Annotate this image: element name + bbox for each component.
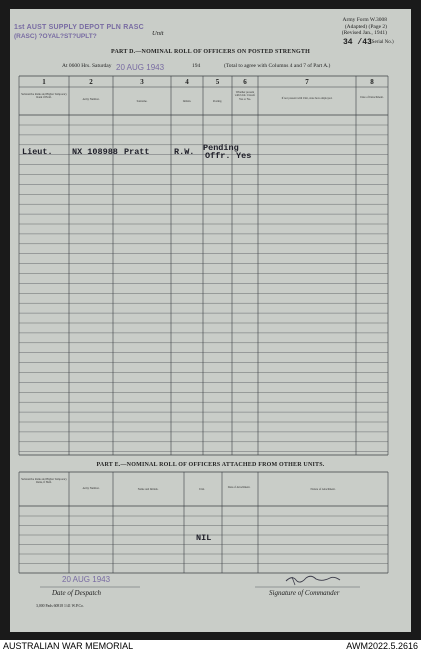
at-line-194: 194 xyxy=(192,63,201,69)
at-line-prefix: At 0600 Hrs. Saturday xyxy=(62,63,112,69)
part-e-nil-entry: NIL xyxy=(196,533,212,543)
form-ref-line2: (Adapted) (Page 2) xyxy=(344,23,387,30)
col-number-3: 3 xyxy=(140,78,144,86)
part-e-header-unit: Unit. xyxy=(199,488,205,491)
despatch-label: Date of Despatch xyxy=(52,589,101,597)
form-ref-line3: (Revised Jan., 1941) xyxy=(341,30,387,37)
footer-institution: AUSTRALIAN WAR MEMORIAL xyxy=(3,641,134,651)
entry-posting-line1: Pending xyxy=(203,143,239,153)
part-e-header-name: Name and Initials. xyxy=(137,488,159,491)
col-header-army-number: Army Number. xyxy=(82,98,100,101)
entry-posting-line2: Offr. xyxy=(205,151,231,161)
col-header-employment: If not present with Unit, state how employed. xyxy=(281,97,333,100)
despatch-date-stamp: 20 AUG 1943 xyxy=(62,575,111,584)
form-ref-line1: Army Form W.3008 xyxy=(342,17,387,23)
entry-army-number: NX 108988 xyxy=(72,147,118,157)
col-number-1: 1 xyxy=(42,78,46,86)
serial-number: 34 /43 xyxy=(343,38,372,47)
print-note: 3,000 Pads 60818 1/41 W.P.Co. xyxy=(36,604,84,608)
part-e-header-rank: Substantive Rank and Higher Temporary Rank, if Held. xyxy=(21,478,67,485)
col-number-5: 5 xyxy=(215,78,220,86)
footer-accession: AWM2022.5.2616 xyxy=(346,641,418,651)
serial-label: (Serial No.) xyxy=(370,40,394,45)
col-number-8: 8 xyxy=(370,78,374,86)
part-e-header-attachment-date: Date of Attachment. xyxy=(227,486,251,489)
part-e-title: PART E.—NOMINAL ROLL OF OFFICERS ATTACHED FROM OTHER UNITS. xyxy=(96,462,325,468)
col-header-surname: Surname. xyxy=(136,100,148,103)
date-stamp: 20 AUG 1943 xyxy=(116,63,165,72)
unit-stamp-line1: 1st AUST SUPPLY DEPOT PLN RASC xyxy=(14,24,144,31)
at-line-suffix: (Total to agree with Columns 4 and 7 of Part A.) xyxy=(224,63,331,69)
entry-surname: Pratt xyxy=(124,147,150,157)
unit-stamp-line2: (RASC) ?OYAL?ST?UPLT? xyxy=(14,33,97,40)
entry-rank: Lieut. xyxy=(22,147,53,157)
signature-label: Signature of Commander xyxy=(269,589,340,597)
col-header-initials: Initials. xyxy=(182,100,192,103)
part-e-header-army-number: Army Number. xyxy=(82,487,100,490)
col-number-7: 7 xyxy=(305,78,309,86)
unit-label: Unit xyxy=(152,30,164,37)
col-number-4: 4 xyxy=(185,78,189,86)
entry-initials: R.W. xyxy=(174,147,195,157)
part-e-header-nature: Nature of Attachment. xyxy=(310,488,336,491)
col-header-present: Whether present with Unit. Classif. Yes or No. xyxy=(234,91,256,101)
col-number-2: 2 xyxy=(89,78,93,86)
part-d-title: PART D.—NOMINAL ROLL OF OFFICERS ON POSTED STRENGTH xyxy=(111,49,310,55)
col-header-rank: Substantive Rank and Higher Temporary Rank if Held. xyxy=(21,93,67,100)
col-number-6: 6 xyxy=(243,78,247,86)
archive-footer xyxy=(0,640,421,653)
col-header-posting: Posting. xyxy=(212,100,223,103)
col-header-detachment-date: Date of Detachment. xyxy=(360,96,384,99)
entry-present: Yes xyxy=(236,151,252,161)
